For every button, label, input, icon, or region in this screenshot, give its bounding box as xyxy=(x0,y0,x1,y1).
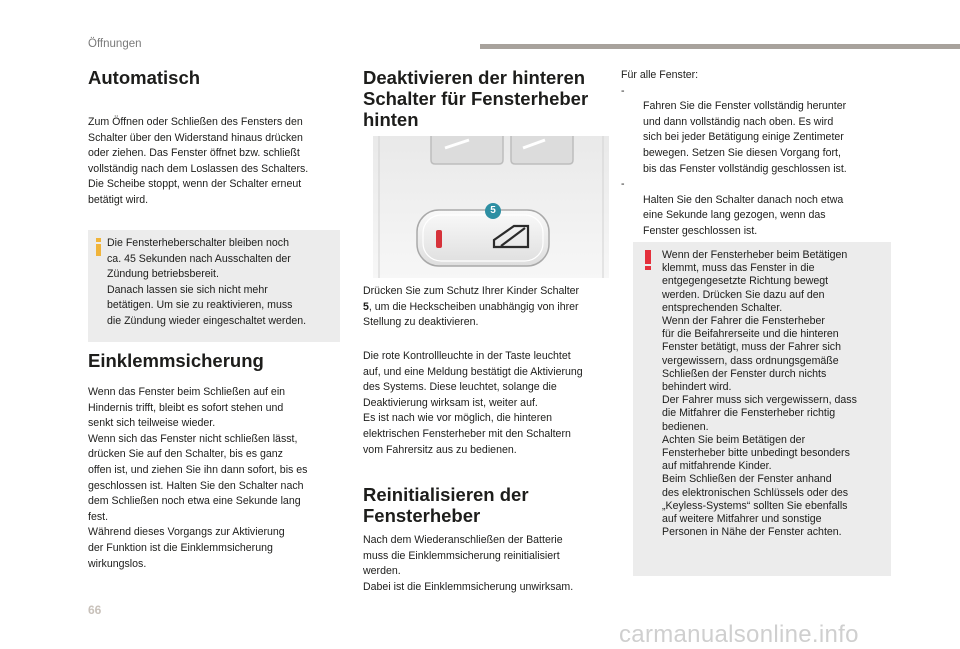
anti-pinch-section xyxy=(88,350,340,371)
list-item: - Halten Sie den Schalter danach noch etwa eine Sekunde lang gezogen, wenn das Fenster geschlossen ist. xyxy=(621,178,844,237)
automatic-section xyxy=(88,67,340,88)
page-number: 66 xyxy=(88,603,102,617)
all-windows-section xyxy=(621,68,893,240)
header-bar xyxy=(480,44,960,49)
deactivate-body-2: Die rote Kontrollleuchte in der Taste leuchtet auf, und eine Meldung bestätigt die Aktivierung des Systems. Diese leuchtet, solange die Deaktivierung wirksam ist, weiter auf. Es ist nach wie vor möglich, die hinteren elektrischen Fensterheber mit den Schaltern vom Fahrersitz aus zu bedienen. xyxy=(363,350,583,456)
anti-pinch-heading: Einklemmsicherung xyxy=(88,350,264,371)
warning-icon xyxy=(645,250,651,270)
reinit-heading: Reinitialisieren der Fensterheber xyxy=(363,484,529,526)
anti-pinch-body: Wenn das Fenster beim Schließen auf ein Hindernis trifft, bleibt es sofort stehen und senkt sich teilweise wieder. Wenn sich das Fenster nicht schließen lässt, drücken Sie auf den Schalter, bis es ganz offen ist, und ziehen Sie ihn dann sofort, bis es geschlossen ist. Halten Sie den Schalter nach dem Schließen noch etwa eine Sekunde lang fest. Während dieses Vorgangs zur Aktivierung der Funktion ist die Einklemmsicherung wirkungslos. xyxy=(88,386,308,570)
deactivate-section xyxy=(363,67,615,130)
switch-number: 5 xyxy=(363,300,369,313)
reinit-section xyxy=(363,484,615,526)
reinit-body: Nach dem Wiederanschließen der Batterie muss die Einklemmsicherung reinitialisiert werden. Dabei ist die Einklemmsicherung unwirksam. xyxy=(363,534,574,593)
callout-5: 5 xyxy=(485,203,501,219)
warning-text: Wenn der Fensterheber beim Betätigen klemmt, muss das Fenster in die entgegengesetzte Richtung bewegt werden. Drücken Sie dazu auf den entsprechenden Schalter. Wenn der Fahrer die Fensterheber für die Beifahrerseite und die hinteren Fenster betätigt, muss der Fahrer sich vergewissern, dass ordnungsgemäße Schließen der Fenster durch nichts behindert wird. Der Fahrer muss sich vergewissern, dass die Mitfahrer die Fensterheber richtig bedienen. Achten Sie beim Betätigen der Fensterheber bitte unbedingt besonders auf mitfahrende Kinder. Beim Schließen der Fenster anhand des elektronischen Schlüssels oder des „Keyless-Systems“ sollten Sie ebenfalls auf weitere Mitfahrer und sonstige Personen in Nähe der Fenster achten. xyxy=(662,249,857,539)
automatic-heading: Automatisch xyxy=(88,67,201,88)
chapter-title: Öffnungen xyxy=(88,38,142,50)
deactivate-body-1: Drücken Sie zum Schutz Ihrer Kinder Schalter 5, um die Heckscheiben unabhängig von ihrer Stellung zu deaktivieren. xyxy=(363,285,580,329)
info-icon xyxy=(96,238,101,255)
list-item: - Fahren Sie die Fenster vollständig herunter und dann vollständig nach oben. Es wird sich bei jeder Betätigung einige Zentimeter bewegen. Setzen Sie diesen Vorgang fort, bis das Fenster vollständig geschlossen ist. xyxy=(621,84,847,175)
all-windows-intro: Für alle Fenster: xyxy=(621,69,699,81)
automatic-body: Zum Öffnen oder Schließen des Fensters den Schalter über den Widerstand hinaus drücken oder ziehen. Das Fenster öffnet bzw. schließt vollständig nach dem Loslassen des Schalters. Die Scheibe stoppt, wenn der Schalter erneut betätigt wird. xyxy=(88,116,309,206)
watermark: carmanualsonline.info xyxy=(619,621,859,648)
info-text: Die Fensterheberschalter bleiben noch ca. 45 Sekunden nach Ausschalten der Zündung betriebsbereit. Danach lassen sie sich nicht mehr betätigen. Um sie zu reaktivieren, muss die Zündung wieder eingeschaltet werden. xyxy=(107,237,307,327)
deactivate-heading: Deaktivieren der hinteren Schalter für Fensterheber hinten xyxy=(363,67,589,130)
warning-box xyxy=(633,242,891,576)
info-box xyxy=(88,230,340,342)
